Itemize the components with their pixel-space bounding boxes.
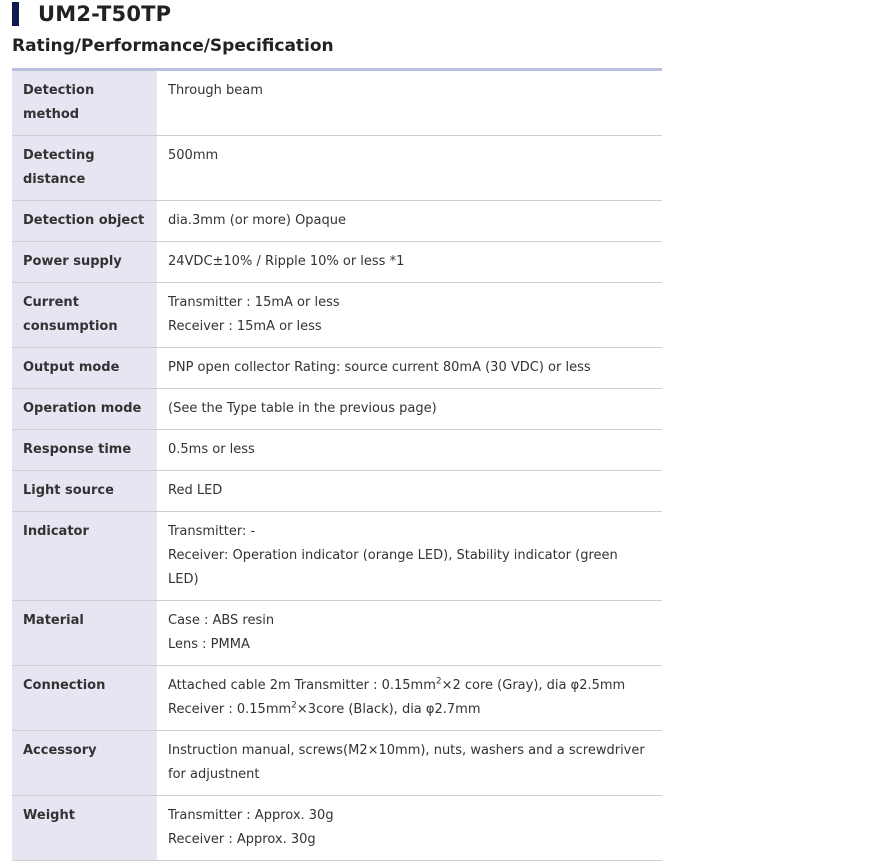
table-row (12, 601, 662, 666)
row-value (157, 389, 662, 430)
spec-table (12, 68, 662, 861)
table-row (12, 430, 662, 471)
value-line: Instruction manual, screws(M2×10mm), nuts, washers and a screwdriver (168, 743, 645, 758)
row-value (157, 601, 662, 666)
value-line: Transmitter : Approx. 30g (168, 808, 334, 823)
row-value (157, 666, 662, 731)
value-line: (See the Type table in the previous page) (168, 401, 437, 416)
row-label: Weight (12, 796, 157, 861)
row-label: Detection method (12, 70, 157, 136)
value-text: ×2 core (Gray), dia φ2.5mm (441, 678, 626, 693)
row-value (157, 430, 662, 471)
row-value (157, 242, 662, 283)
row-value (157, 136, 662, 201)
row-label: Current consumption (12, 283, 157, 348)
model-title: UM2-T50TP (38, 2, 172, 26)
table-row (12, 201, 662, 242)
table-row (12, 70, 662, 136)
section-title: Rating/Performance/Specification (12, 36, 334, 56)
table-row (12, 242, 662, 283)
row-value (157, 796, 662, 861)
table-row (12, 666, 662, 731)
row-value (157, 731, 662, 796)
value-line: Lens : PMMA (168, 637, 250, 652)
heading-accent-bar (12, 2, 19, 26)
table-row (12, 471, 662, 512)
row-label: Detection object (12, 201, 157, 242)
value-line: Receiver: Operation indicator (orange LED), Stability indicator (green LED) (168, 548, 618, 587)
row-label: Material (12, 601, 157, 666)
row-label: Power supply (12, 242, 157, 283)
row-value (157, 201, 662, 242)
row-value (157, 348, 662, 389)
table-row (12, 731, 662, 796)
row-label: Accessory (12, 731, 157, 796)
value-line: 24VDC±10% / Ripple 10% or less *1 (168, 254, 405, 269)
superscript: 2 (291, 700, 297, 711)
model-heading (12, 0, 171, 28)
value-line: Case : ABS resin (168, 613, 275, 628)
table-row (12, 796, 662, 861)
row-label: Response time (12, 430, 157, 471)
table-row (12, 512, 662, 601)
value-line: PNP open collector Rating: source current 80mA (30 VDC) or less (168, 360, 591, 375)
row-value (157, 70, 662, 136)
table-row (12, 283, 662, 348)
row-label: Connection (12, 666, 157, 731)
value-line: Transmitter: - (168, 524, 256, 539)
value-line: for adjustnent (168, 767, 260, 782)
row-label: Light source (12, 471, 157, 512)
table-row (12, 389, 662, 430)
value-line: Receiver : 15mA or less (168, 319, 322, 334)
row-value (157, 283, 662, 348)
value-line: Receiver : Approx. 30g (168, 832, 316, 847)
value-line: dia.3mm (or more) Opaque (168, 213, 347, 228)
value-line: 0.5ms or less (168, 442, 255, 457)
row-label: Indicator (12, 512, 157, 601)
superscript: 2 (435, 676, 442, 687)
value-text: ×3core (Black), dia φ2.7mm (296, 702, 481, 717)
row-value (157, 512, 662, 601)
value-line: Red LED (168, 483, 223, 498)
row-value (157, 471, 662, 512)
table-row (12, 348, 662, 389)
value-line: Transmitter : 15mA or less (168, 295, 340, 310)
row-label: Detecting distance (12, 136, 157, 201)
value-line (168, 698, 652, 722)
value-line: 500mm (168, 148, 219, 163)
value-text: Receiver : 0.15mm (168, 702, 292, 717)
value-line (168, 674, 652, 698)
row-label: Operation mode (12, 389, 157, 430)
value-line: Through beam (168, 83, 263, 98)
value-text: Attached cable 2m Transmitter : 0.15mm (168, 678, 436, 693)
table-row (12, 136, 662, 201)
row-label: Output mode (12, 348, 157, 389)
